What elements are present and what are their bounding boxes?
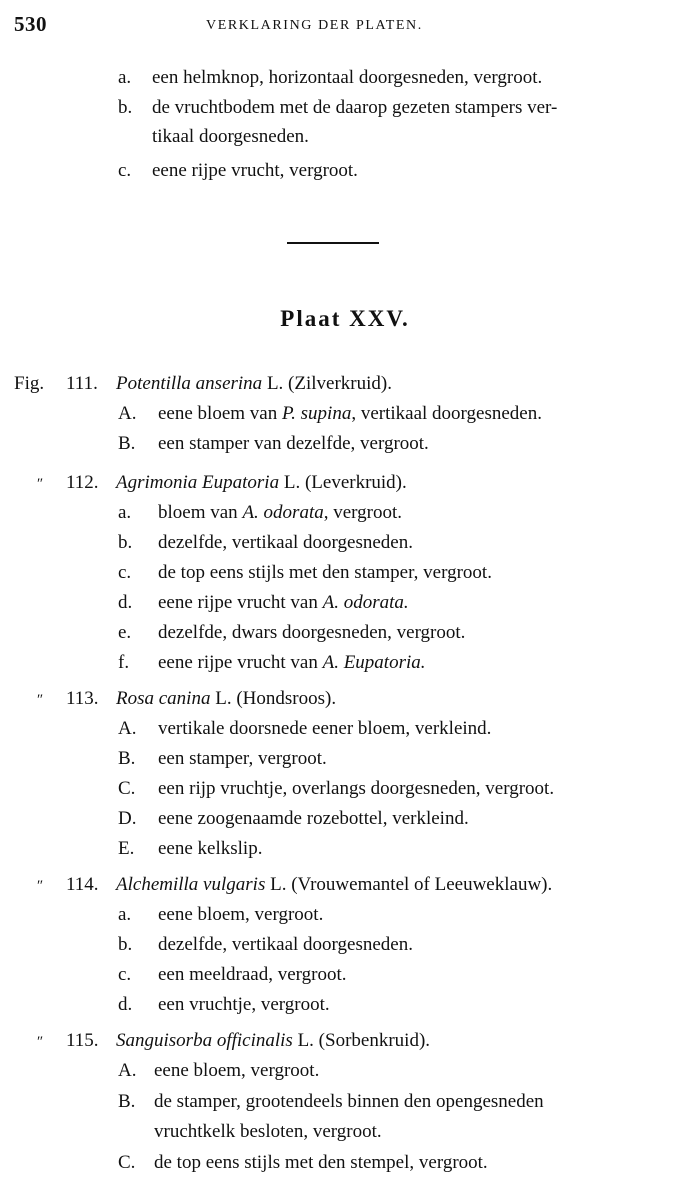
- item-label: e.: [118, 622, 132, 643]
- species-name: Potentilla anserina: [116, 373, 263, 394]
- item-label: a.: [118, 502, 132, 523]
- list-item: [118, 561, 492, 585]
- list-item: [118, 96, 557, 120]
- ditto-mark: ″: [36, 476, 42, 492]
- item-text: eene rijpe vrucht van: [158, 592, 323, 613]
- item-label: D.: [118, 808, 137, 829]
- figure-heading: [14, 471, 407, 496]
- figure-heading: [14, 873, 552, 898]
- item-label: B.: [118, 1091, 136, 1112]
- list-item: [118, 651, 426, 675]
- item-text: eene bloem, vergroot.: [158, 904, 324, 925]
- list-item: [118, 159, 358, 183]
- item-text: eene bloem, vergroot.: [154, 1060, 320, 1081]
- item-text-italic: A. odorata: [242, 502, 324, 523]
- item-text: de top eens stijls met den stamper, vergroot.: [158, 562, 492, 583]
- page-number: 530: [14, 12, 47, 36]
- item-text: de stamper, grootendeels binnen den opengesneden: [154, 1091, 544, 1112]
- species-rest: L. (Zilverkruid).: [262, 373, 392, 394]
- item-text: eene zoogenaamde rozebottel, verkleind.: [158, 808, 469, 829]
- figure-number: 112.: [66, 472, 99, 493]
- list-item: [118, 432, 429, 456]
- item-text-italic: A. Eupatoria.: [322, 652, 426, 673]
- list-item: [118, 591, 409, 615]
- item-label: f.: [118, 652, 130, 673]
- item-text: eene rijpe vrucht van: [158, 652, 323, 673]
- item-text: dezelfde, dwars doorgesneden, vergroot.: [158, 622, 466, 643]
- item-label: E.: [118, 838, 135, 859]
- species-rest: L. (Hondsroos).: [210, 688, 337, 709]
- item-label: B.: [118, 433, 136, 454]
- species-name: Sanguisorba officinalis: [116, 1030, 293, 1051]
- item-text: een stamper van dezelfde, vergroot.: [158, 433, 429, 454]
- item-text: een rijp vruchtje, overlangs doorgesneden, vergroot.: [158, 778, 555, 799]
- figure-number: 115.: [66, 1030, 99, 1051]
- item-label: c.: [118, 160, 132, 181]
- plate-title: Plaat XXV.: [280, 306, 410, 331]
- list-item: [118, 66, 542, 90]
- list-item-continued: [154, 1120, 382, 1144]
- item-text: een meeldraad, vergroot.: [158, 964, 347, 985]
- species-rest: L. (Leverkruid).: [279, 472, 407, 493]
- figure-number: 111.: [66, 373, 98, 394]
- figure-number: 113.: [66, 688, 99, 709]
- list-item: [118, 621, 465, 645]
- figure-heading: [14, 372, 392, 396]
- item-text: een stamper, vergroot.: [158, 748, 327, 769]
- item-text: eene rijpe vrucht, vergroot.: [152, 160, 358, 181]
- ditto-mark: ″: [36, 1034, 42, 1050]
- item-label: A.: [118, 1060, 137, 1081]
- ditto-mark: ″: [36, 692, 42, 708]
- item-label: a.: [118, 904, 132, 925]
- item-label: b.: [118, 934, 133, 955]
- list-item: [118, 531, 413, 555]
- list-item: [118, 402, 542, 426]
- figure-number: 114.: [66, 874, 99, 895]
- item-label: C.: [118, 778, 136, 799]
- item-label: A.: [118, 718, 137, 739]
- list-item: [118, 777, 554, 801]
- item-text: de vruchtbodem met de daarop gezeten stampers ver-: [152, 97, 558, 118]
- species-rest: L. (Sorbenkruid).: [292, 1030, 431, 1051]
- ditto-mark: ″: [36, 878, 42, 894]
- list-item: [118, 807, 469, 831]
- item-text: de top eens stijls met den stempel, vergroot.: [154, 1152, 488, 1173]
- list-item: [118, 903, 323, 927]
- list-item: [118, 993, 330, 1017]
- item-text: tikaal doorgesneden.: [152, 126, 309, 147]
- list-item: [118, 1151, 488, 1175]
- item-label: d.: [118, 994, 133, 1015]
- list-item: [118, 717, 491, 741]
- list-item: [118, 501, 402, 525]
- item-text: , vergroot.: [323, 502, 402, 523]
- item-text-italic: A. odorata.: [322, 592, 409, 613]
- item-text: eene bloem van: [158, 403, 282, 424]
- item-text: een helmknop, horizontaal doorgesneden, vergroot.: [152, 67, 543, 88]
- list-item: [118, 963, 347, 987]
- species-name: Alchemilla vulgaris: [116, 874, 266, 895]
- figure-heading: [14, 1029, 430, 1054]
- item-label: b.: [118, 97, 133, 118]
- list-item: [118, 747, 327, 771]
- item-label: c.: [118, 964, 132, 985]
- item-text: bloem van: [158, 502, 243, 523]
- list-item: [118, 837, 262, 861]
- list-item: [118, 933, 413, 957]
- item-label: d.: [118, 592, 133, 613]
- item-label: c.: [118, 562, 132, 583]
- species-rest: L. (Vrouwemantel of Leeuweklauw).: [265, 874, 553, 895]
- list-item: [118, 1059, 319, 1083]
- species-name: Rosa canina: [116, 688, 211, 709]
- running-title: VERKLARING DER PLATEN.: [206, 18, 423, 33]
- figure-prefix: Fig.: [14, 373, 45, 394]
- item-text: een vruchtje, vergroot.: [158, 994, 330, 1015]
- item-label: a.: [118, 67, 132, 88]
- figure-heading: [14, 687, 336, 712]
- item-text: vruchtkelk besloten, vergroot.: [154, 1121, 382, 1142]
- item-text: eene kelkslip.: [158, 838, 263, 859]
- item-label: C.: [118, 1152, 136, 1173]
- item-label: b.: [118, 532, 133, 553]
- item-text: dezelfde, vertikaal doorgesneden.: [158, 934, 413, 955]
- item-label: B.: [118, 748, 136, 769]
- species-name: Agrimonia Eupatoria: [116, 472, 280, 493]
- item-text: vertikale doorsnede eener bloem, verkleind.: [158, 718, 492, 739]
- item-text: dezelfde, vertikaal doorgesneden.: [158, 532, 413, 553]
- section-divider: [287, 242, 379, 244]
- item-label: A.: [118, 403, 137, 424]
- item-text-italic: P. supina: [281, 403, 352, 424]
- list-item: [118, 1090, 544, 1114]
- list-item-continued: [152, 125, 309, 149]
- item-text: , vertikaal doorgesneden.: [351, 403, 542, 424]
